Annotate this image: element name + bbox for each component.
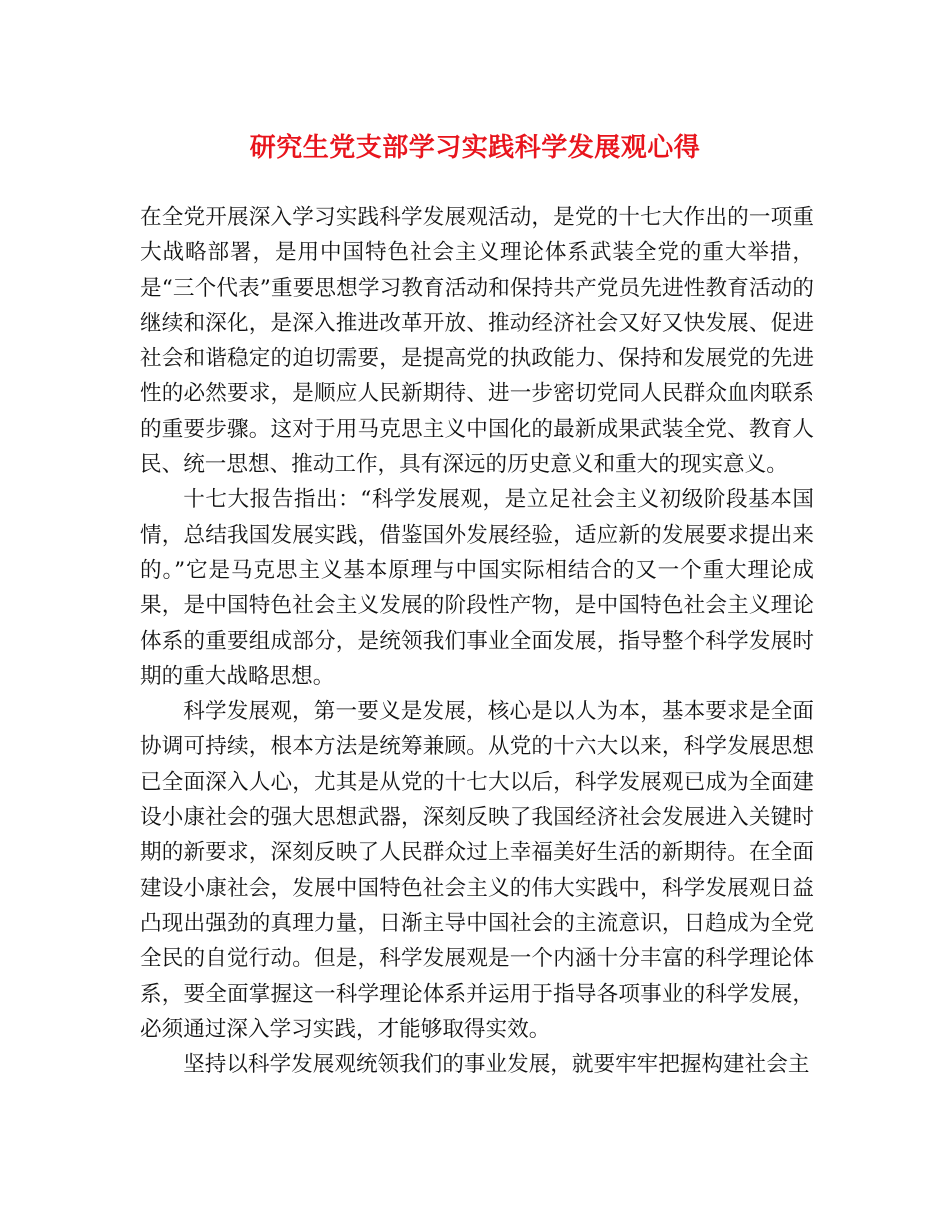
paragraph-4: 坚持以科学发展观统领我们的事业发展，就要牢牢把握构建社会主 <box>183 1052 810 1078</box>
document-body <box>140 200 814 1082</box>
paragraph-2: 十七大报告指出：“科学发展观，是立足社会主义初级阶段基本国情，总结我国发展实践，借鉴国外发展经验，适应新的发展要求提出来的。”它是马克思主义基本原理与中国实际相结合的又一个重大理论成果，是中国特色社会主义发展的阶段性产物，是中国特色社会主义理论体系的重要组成部分，是统领我们事业全面发展，指导整个科学发展时期的重大战略思想。 <box>140 487 814 689</box>
paragraph-1: 在全党开展深入学习实践科学发展观活动，是党的十七大作出的一项重大战略部署，是用中国特色社会主义理论体系武装全党的重大举措，是“三个代表”重要思想学习教育活动和保持共产党员先进性教育活动的继续和深化，是深入推进改革开放、推动经济社会又好又快发展、促进社会和谐稳定的迫切需要，是提高党的执政能力、保持和发展党的先进性的必然要求，是顺应人民新期待、进一步密切党同人民群众血肉联系的重要步骤。这对于用马克思主义中国化的最新成果武装全党、教育人民、统一思想、推动工作，具有深远的历史意义和重大的现实意义。 <box>140 205 814 478</box>
document-title: 研究生党支部学习实践科学发展观心得 <box>249 133 701 163</box>
paragraph-3: 科学发展观，第一要义是发展，核心是以人为本，基本要求是全面协调可持续，根本方法是统筹兼顾。从党的十六大以来，科学发展思想已全面深入人心，尤其是从党的十七大以后，科学发展观已成为全面建设小康社会的强大思想武器，深刻反映了我国经济社会发展进入关键时期的新要求，深刻反映了人民群众过上幸福美好生活的新期待。在全面建设小康社会，发展中国特色社会主义的伟大实践中，科学发展观日益凸现出强劲的真理力量，日渐主导中国社会的主流意识，日趋成为全党全民的自觉行动。但是，科学发展观是一个内涵十分丰富的科学理论体系，要全面掌握这一科学理论体系并运用于指导各项事业的科学发展，必须通过深入学习实践，才能够取得实效。 <box>140 699 814 1042</box>
